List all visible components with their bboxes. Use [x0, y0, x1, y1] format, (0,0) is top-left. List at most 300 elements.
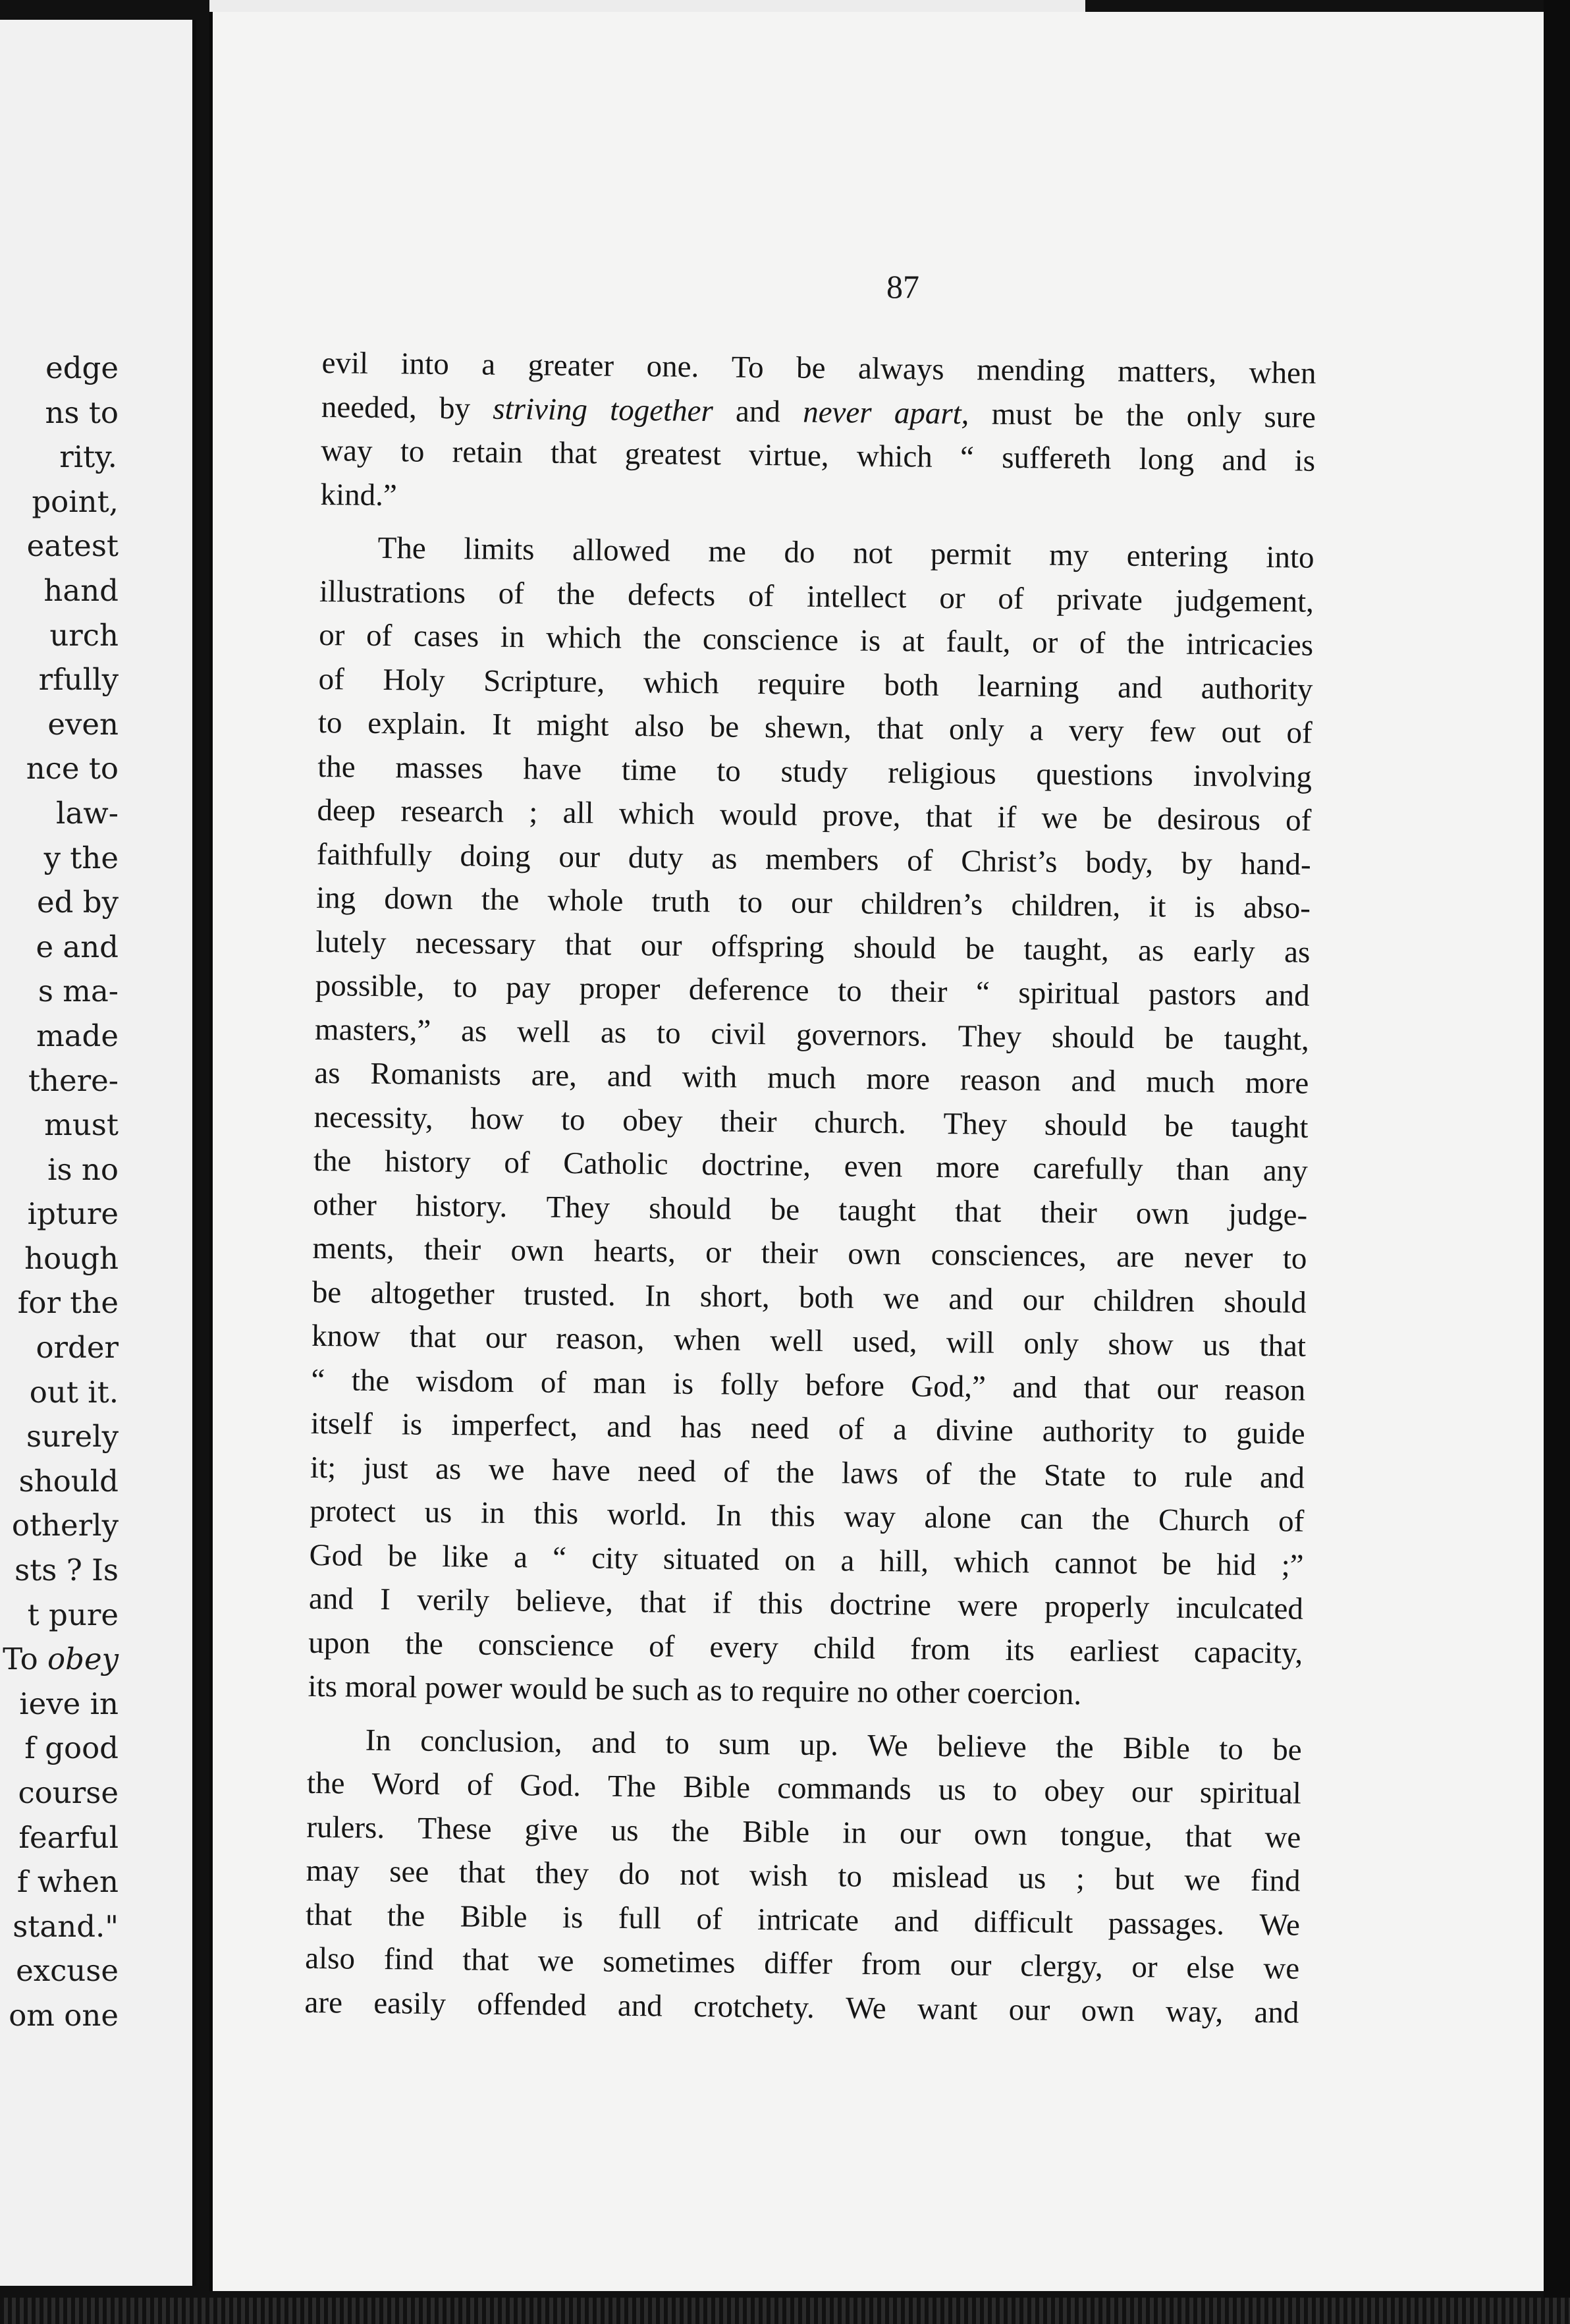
word: give	[524, 1812, 578, 1847]
facing-page-line: course	[18, 1775, 119, 1810]
word: to	[400, 434, 425, 469]
word: have	[523, 751, 582, 787]
word: it;	[310, 1450, 337, 1485]
word: is	[401, 1407, 423, 1442]
word: down	[384, 881, 454, 917]
word: imperfect,	[451, 1408, 578, 1444]
word: of	[907, 843, 933, 878]
word: which	[643, 665, 720, 700]
word: own	[848, 1236, 902, 1272]
word: protect	[310, 1493, 396, 1530]
word: In	[715, 1498, 742, 1533]
word: a	[840, 1543, 855, 1578]
word: man	[593, 1365, 647, 1400]
word: more	[866, 1061, 931, 1097]
word: matters,	[1117, 354, 1217, 390]
word: suffereth	[1001, 440, 1112, 476]
word: show	[1108, 1327, 1174, 1362]
word: reason,	[555, 1321, 645, 1357]
word: should	[1051, 1020, 1135, 1055]
word: would	[719, 797, 798, 833]
word: capacity,	[1193, 1634, 1303, 1671]
word: that	[305, 1897, 352, 1933]
word: of	[838, 1412, 865, 1447]
word: necessity,	[313, 1099, 433, 1136]
word: time	[621, 752, 677, 788]
word: be	[770, 1192, 800, 1227]
word: To	[731, 350, 764, 385]
facing-page-line: om one	[9, 1997, 119, 2033]
word: and	[735, 394, 781, 429]
word: God	[309, 1537, 363, 1573]
word: every	[709, 1629, 779, 1665]
word: of	[696, 1901, 722, 1936]
word: world.	[607, 1497, 688, 1532]
word: or	[705, 1235, 732, 1270]
word: In	[645, 1278, 671, 1314]
word: the	[643, 621, 682, 656]
word: These	[418, 1811, 492, 1846]
word: and	[591, 1725, 637, 1760]
paragraph	[304, 1717, 1532, 2037]
word: pay	[506, 970, 551, 1005]
word: Bible	[460, 1898, 528, 1934]
word: are	[1116, 1239, 1154, 1275]
word: folly	[720, 1366, 779, 1402]
word: easily	[373, 1985, 447, 2021]
word: us	[1202, 1328, 1231, 1363]
facing-page-line: hand	[43, 572, 119, 608]
word: only	[948, 712, 1004, 747]
word: virtue,	[748, 437, 829, 474]
word: they	[535, 1856, 589, 1891]
word: The	[377, 530, 427, 566]
word: own	[510, 1233, 564, 1268]
word: were	[958, 1588, 1018, 1624]
word: and	[948, 1281, 994, 1317]
facing-page-line: edge	[45, 350, 119, 385]
word: full	[618, 1900, 662, 1936]
word: intricacies	[1185, 626, 1314, 663]
word: the	[1126, 626, 1165, 661]
word: require	[757, 666, 846, 702]
paragraph	[308, 526, 1545, 1721]
word: our	[899, 1815, 941, 1851]
word: needed,	[321, 389, 418, 426]
word: rule	[1184, 1459, 1233, 1495]
word: conscience	[477, 1627, 614, 1663]
word: greater	[528, 348, 614, 383]
word: short,	[699, 1279, 770, 1314]
word: or	[1131, 1950, 1158, 1985]
word: deference	[688, 972, 809, 1008]
word: situated	[663, 1541, 760, 1577]
word: children,	[1011, 888, 1121, 924]
word: that	[639, 1585, 687, 1620]
word: defects	[627, 577, 716, 613]
word: we	[1041, 800, 1078, 836]
word: possible,	[315, 968, 425, 1004]
facing-page-line: order	[36, 1330, 119, 1366]
word: the	[351, 1363, 390, 1398]
word: conscience	[702, 622, 839, 658]
word: both	[883, 667, 940, 703]
word: believe	[936, 1729, 1027, 1764]
word: They	[958, 1018, 1022, 1054]
word: than	[1176, 1152, 1230, 1188]
facing-page-line: urch	[49, 617, 119, 653]
word: also	[305, 1941, 356, 1976]
word: body,	[1085, 844, 1154, 880]
word: own	[973, 1816, 1028, 1852]
word: before	[805, 1368, 885, 1403]
word: be	[387, 1538, 418, 1574]
word: offended	[477, 1987, 587, 2022]
word: our	[790, 885, 833, 921]
word: of	[998, 581, 1024, 616]
word: commands	[776, 1771, 912, 1807]
word: well	[516, 1014, 571, 1049]
word: the	[1055, 1730, 1094, 1765]
word: the	[481, 882, 520, 918]
word: few	[1149, 714, 1197, 749]
word: permit	[930, 536, 1012, 572]
facing-page-line: To obey	[3, 1642, 119, 1677]
word: obey	[622, 1103, 683, 1138]
word: of	[504, 1145, 530, 1180]
word: study	[780, 754, 848, 789]
word: if	[997, 800, 1017, 835]
word: know	[311, 1318, 381, 1354]
word: of	[1079, 626, 1106, 661]
word: into	[1266, 540, 1314, 575]
word: should	[1224, 1284, 1307, 1320]
word: will	[946, 1325, 995, 1360]
word: mislead	[892, 1860, 989, 1895]
word: to	[1133, 1458, 1158, 1493]
word: God.	[519, 1768, 582, 1804]
word: rulers.	[306, 1810, 385, 1845]
word: the	[1125, 398, 1164, 433]
word: may	[306, 1853, 360, 1889]
word: a	[892, 1412, 907, 1447]
word: should	[1044, 1107, 1127, 1143]
word: to	[738, 885, 763, 920]
word: to	[452, 970, 477, 1005]
word: and	[607, 1409, 652, 1445]
word: learning	[977, 668, 1079, 704]
word: sum	[718, 1726, 771, 1761]
facing-page-line: must	[44, 1107, 119, 1143]
word: research	[400, 794, 504, 829]
word: see	[389, 1854, 429, 1889]
word: conclusion,	[420, 1723, 562, 1759]
word: only	[1186, 399, 1242, 434]
word: in	[500, 619, 525, 655]
word: that	[1259, 1328, 1307, 1364]
word: that	[954, 1194, 1002, 1229]
word: more	[1245, 1065, 1309, 1101]
text-line: kind.”	[320, 477, 398, 512]
word: entering	[1126, 538, 1229, 574]
facing-page-line: point,	[32, 484, 119, 519]
word: that	[1083, 1370, 1131, 1406]
word: ing	[315, 880, 356, 916]
word: trusted.	[523, 1277, 616, 1313]
word: me	[708, 534, 747, 569]
facing-page-line: otherly	[11, 1508, 119, 1543]
word: reason	[1224, 1371, 1306, 1408]
word: that	[409, 1319, 456, 1355]
paragraph	[320, 341, 1547, 529]
word: never	[802, 395, 872, 430]
word: history	[384, 1144, 471, 1180]
word: of	[925, 1456, 952, 1491]
body-text	[304, 341, 1547, 2037]
word: of	[747, 578, 774, 613]
word: and	[1071, 1063, 1116, 1099]
facing-page-line: fearful	[18, 1819, 119, 1855]
word: one.	[646, 349, 699, 384]
page-number: 87	[886, 268, 919, 305]
word: as	[314, 1055, 340, 1091]
word: properly	[1044, 1589, 1150, 1625]
word: their	[720, 1103, 777, 1139]
word: not	[852, 536, 893, 571]
word: consciences,	[931, 1237, 1087, 1274]
word: be	[1162, 1546, 1192, 1582]
word: necessary	[415, 926, 536, 961]
word: and	[308, 1581, 354, 1617]
word: divine	[935, 1412, 1014, 1449]
word: of	[648, 1628, 675, 1664]
word: We	[1259, 1907, 1301, 1943]
word: find	[1250, 1863, 1301, 1898]
word: their	[761, 1236, 819, 1271]
word: and	[607, 1059, 653, 1094]
word: taught	[1230, 1109, 1309, 1145]
word: at	[902, 624, 925, 659]
word: “	[311, 1362, 325, 1397]
word: sometimes	[603, 1944, 736, 1980]
word: I	[380, 1582, 391, 1617]
word: to	[838, 1859, 863, 1894]
word: deep	[317, 792, 376, 828]
word: children’s	[860, 886, 983, 922]
word: difficult	[973, 1904, 1073, 1940]
word: hill,	[879, 1543, 929, 1579]
word: to	[656, 1015, 681, 1051]
word: always	[857, 351, 944, 387]
word: or	[939, 580, 965, 615]
word: whole	[547, 883, 624, 918]
word: way	[844, 1499, 896, 1535]
word: tongue,	[1060, 1817, 1152, 1853]
word: all	[562, 795, 594, 831]
word: itself	[310, 1406, 373, 1441]
word: when	[1249, 355, 1316, 391]
facing-page-line: ed by	[37, 885, 119, 920]
word: their	[890, 974, 948, 1009]
word: pastors	[1148, 977, 1237, 1012]
word: taught,	[1023, 931, 1110, 968]
word: us	[424, 1495, 452, 1530]
word: own	[1135, 1196, 1190, 1231]
word: crotchety.	[693, 1989, 815, 2025]
word: of	[1286, 715, 1313, 750]
word: both	[798, 1280, 854, 1315]
word: our	[485, 1320, 527, 1356]
word: wisdom	[416, 1364, 514, 1399]
word: need	[750, 1410, 810, 1446]
word: to	[1183, 1415, 1208, 1451]
word: intricate	[757, 1902, 859, 1938]
word: cases	[413, 619, 479, 654]
facing-page-line: stand."	[13, 1908, 119, 1944]
word: be	[796, 350, 826, 386]
word: ;	[529, 795, 538, 830]
word: which	[618, 796, 695, 831]
word: the	[671, 1813, 710, 1848]
word: how	[470, 1101, 524, 1136]
word: hearts,	[593, 1234, 676, 1269]
word: the	[978, 1457, 1017, 1492]
word: Church	[1158, 1503, 1250, 1538]
word: They	[546, 1190, 610, 1225]
word: very	[1068, 713, 1124, 748]
word: “	[960, 440, 975, 475]
word: Bible	[742, 1814, 810, 1850]
word: differ	[763, 1946, 833, 1981]
word: not	[680, 1857, 720, 1893]
facing-page-line: t pure	[27, 1597, 119, 1632]
word: verily	[417, 1582, 490, 1618]
word: we	[1184, 1862, 1221, 1898]
word: up.	[799, 1727, 839, 1762]
word: prove,	[822, 798, 901, 834]
word: into	[400, 346, 450, 382]
word: from	[909, 1631, 971, 1667]
word: spiritual	[1199, 1775, 1302, 1811]
word: well	[769, 1323, 824, 1359]
word: is	[562, 1900, 583, 1935]
word: be	[311, 1275, 342, 1310]
word: Bible	[683, 1769, 751, 1805]
word: of	[466, 1767, 493, 1802]
word: obey	[1044, 1773, 1105, 1809]
word: earliest	[1069, 1633, 1160, 1669]
word: “	[552, 1540, 567, 1575]
word: is	[1194, 889, 1216, 925]
word: of	[540, 1365, 567, 1400]
facing-page-line: sts ? Is	[14, 1553, 119, 1588]
word: Word	[371, 1766, 441, 1802]
scan-border	[1544, 0, 1570, 2324]
word: just	[363, 1451, 408, 1485]
facing-page-line: there-	[28, 1063, 119, 1098]
word: of	[723, 1454, 749, 1489]
word: be	[1074, 397, 1104, 432]
word: when	[673, 1322, 742, 1358]
word: greatest	[624, 436, 722, 472]
word: clergy,	[1020, 1949, 1103, 1984]
word: own	[1081, 1993, 1135, 2028]
word: Scripture,	[483, 663, 605, 700]
facing-page-line: made	[36, 1018, 119, 1053]
word: State	[1043, 1458, 1106, 1493]
facing-page-line: f when	[16, 1864, 119, 1900]
word: intellect	[806, 579, 907, 615]
word: must	[991, 397, 1052, 432]
word: religious	[887, 755, 997, 791]
word: questions	[1036, 756, 1154, 792]
word: children	[1093, 1283, 1195, 1319]
word: doctrine	[829, 1587, 932, 1622]
word: the	[776, 1454, 815, 1490]
word: other	[313, 1187, 377, 1223]
word: spiritual	[1018, 976, 1120, 1011]
facing-page-line: excuse	[16, 1953, 119, 1989]
word: also	[634, 709, 685, 744]
word: the	[1091, 1502, 1130, 1537]
word: We	[867, 1728, 908, 1763]
word: abso-	[1243, 890, 1311, 926]
word: and	[1264, 978, 1310, 1013]
facing-page-line: s ma-	[38, 974, 119, 1009]
word: truth	[651, 884, 711, 920]
word: God,”	[911, 1368, 987, 1404]
word: guide	[1236, 1416, 1305, 1451]
word: be	[1102, 801, 1133, 836]
word: They	[943, 1106, 1008, 1142]
word: we	[488, 1452, 525, 1487]
word: that	[550, 435, 597, 471]
word: illustrations	[319, 574, 466, 610]
word: apart,	[894, 395, 969, 431]
word: authority	[1201, 671, 1313, 707]
word: civil	[711, 1016, 767, 1051]
word: by	[1181, 846, 1213, 881]
word: is	[859, 623, 881, 658]
word: have	[551, 1452, 611, 1488]
word: sure	[1264, 399, 1316, 435]
word: private	[1056, 582, 1143, 617]
word: taught,	[1224, 1021, 1310, 1057]
word: we	[1263, 1951, 1300, 1986]
word: that	[877, 711, 924, 746]
word: as	[460, 1013, 487, 1049]
word: this	[758, 1586, 803, 1621]
word: their	[1040, 1194, 1098, 1230]
text-line: its moral power would be such as to require no other coercion.	[308, 1669, 1082, 1712]
word: we	[537, 1943, 574, 1979]
word: by	[439, 391, 471, 426]
word: from	[861, 1947, 922, 1982]
word: should	[853, 930, 936, 966]
word: to	[992, 1773, 1017, 1808]
word: need	[637, 1453, 697, 1489]
word: which	[856, 439, 933, 474]
facing-page-line: out it.	[29, 1374, 119, 1410]
facing-page-line: nce to	[26, 751, 119, 787]
word: its	[1005, 1632, 1035, 1667]
word: to	[1282, 1241, 1307, 1276]
word: be	[709, 709, 740, 744]
word: as	[435, 1451, 462, 1486]
word: my	[1048, 538, 1089, 573]
facing-page-line: hough	[24, 1240, 119, 1276]
word: which	[545, 620, 622, 655]
